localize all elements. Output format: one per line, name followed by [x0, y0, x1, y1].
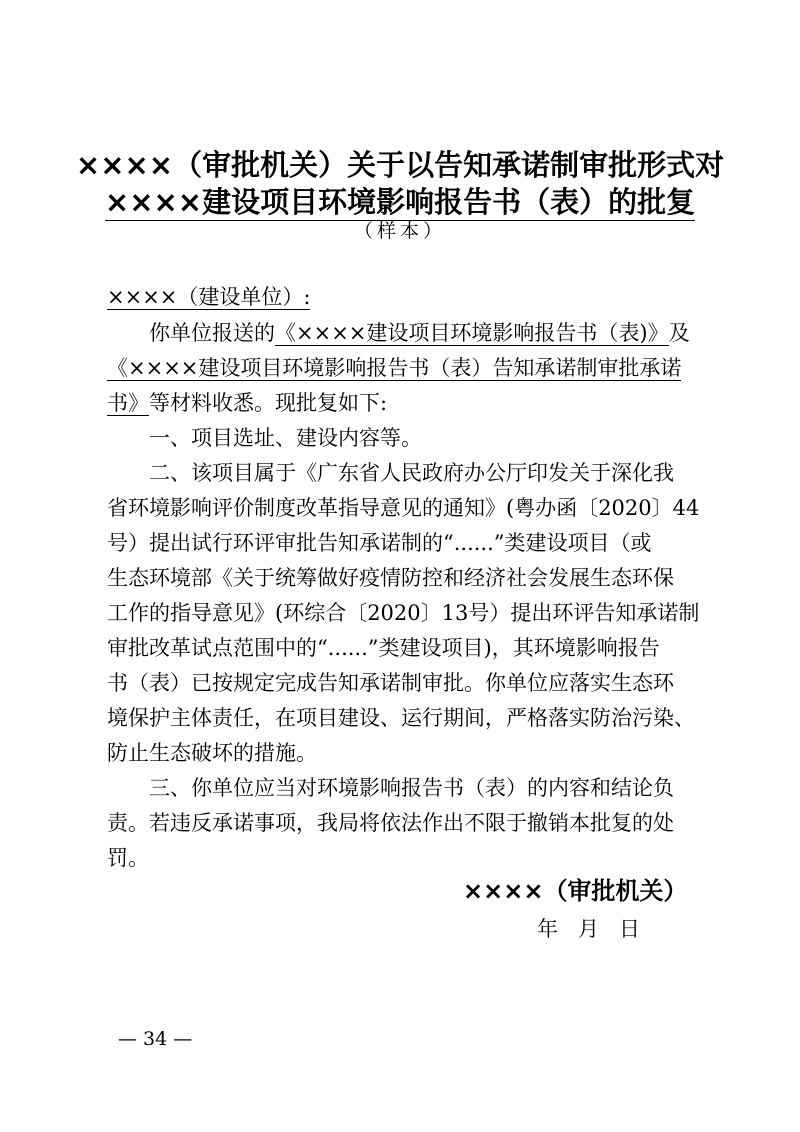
addressee — [107, 283, 699, 311]
p1-commitment-title-end: 书》 — [107, 391, 149, 415]
paragraph-3-line-1: 二、该项目属于《广东省人民政府办公厅印发关于深化我 — [149, 461, 674, 485]
paragraph-4-line-3: 罚。 — [107, 846, 149, 870]
paragraph-3-line-9: 防止生态破坏的措施。 — [107, 741, 317, 765]
p1-prefix: 你单位报送的 — [149, 321, 275, 345]
p1-commitment-title: 《××××建设项目环境影响报告书（表）告知承诺制审批承诺 — [107, 356, 682, 380]
paragraph-3-line-3: 号）提出试行环评审批告知承诺制的“......”类建设项目（或 — [107, 531, 652, 555]
p1-report-title: 《××××建设项目环境影响报告书（表)》 — [275, 321, 669, 345]
p1-received: 等材料收悉。现批复如下: — [149, 391, 388, 415]
paragraph-2: 一、项目选址、建设内容等。 — [149, 426, 422, 450]
addressee-text: ××××（建设单位）: — [107, 285, 311, 309]
issuing-authority-signature: ××××（审批机关） — [463, 877, 688, 905]
paragraph-4-line-2: 责。若违反承诺事项，我局将依法作出不限于撤销本批复的处 — [107, 811, 674, 835]
paragraph-3-line-6: 审批改革试点范围中的“......”类建设项目)，其环境影响报告 — [107, 636, 660, 660]
paragraph-3-line-4: 生态环境部《关于统筹做好疫情防控和经济社会发展生态环保 — [107, 566, 674, 590]
paragraph-1-line-1 — [107, 319, 699, 347]
page-number: — 34 — — [118, 1028, 193, 1050]
date-line: 年 月 日 — [537, 917, 641, 941]
document-title-line-2 — [0, 185, 800, 219]
document-title-line-2-text: ××××建设项目环境影响报告书（表）的批复 — [104, 185, 696, 219]
sample-label: （样本） — [353, 220, 446, 242]
paragraph-1-line-3 — [107, 389, 699, 417]
document-title-line-1: ××××（审批机关）关于以告知承诺制审批形式对 — [75, 148, 725, 182]
paragraph-3-line-2: 省环境影响评价制度改革指导意见的通知》(粤办函〔2020〕44 — [107, 496, 700, 520]
paragraph-4-line-1: 三、你单位应当对环境影响报告书（表）的内容和结论负 — [149, 776, 674, 800]
paragraph-3-line-7: 书（表）已按规定完成告知承诺制审批。你单位应落实生态环 — [107, 671, 674, 695]
p1-and: 及 — [668, 321, 690, 345]
paragraph-3-line-5: 工作的指导意见》(环综合〔2020〕13号）提出环评告知承诺制 — [107, 601, 700, 625]
paragraph-1-line-2 — [107, 354, 699, 382]
paragraph-3-line-8: 境保护主体责任，在项目建设、运行期间，严格落实防治污染、 — [107, 706, 695, 730]
